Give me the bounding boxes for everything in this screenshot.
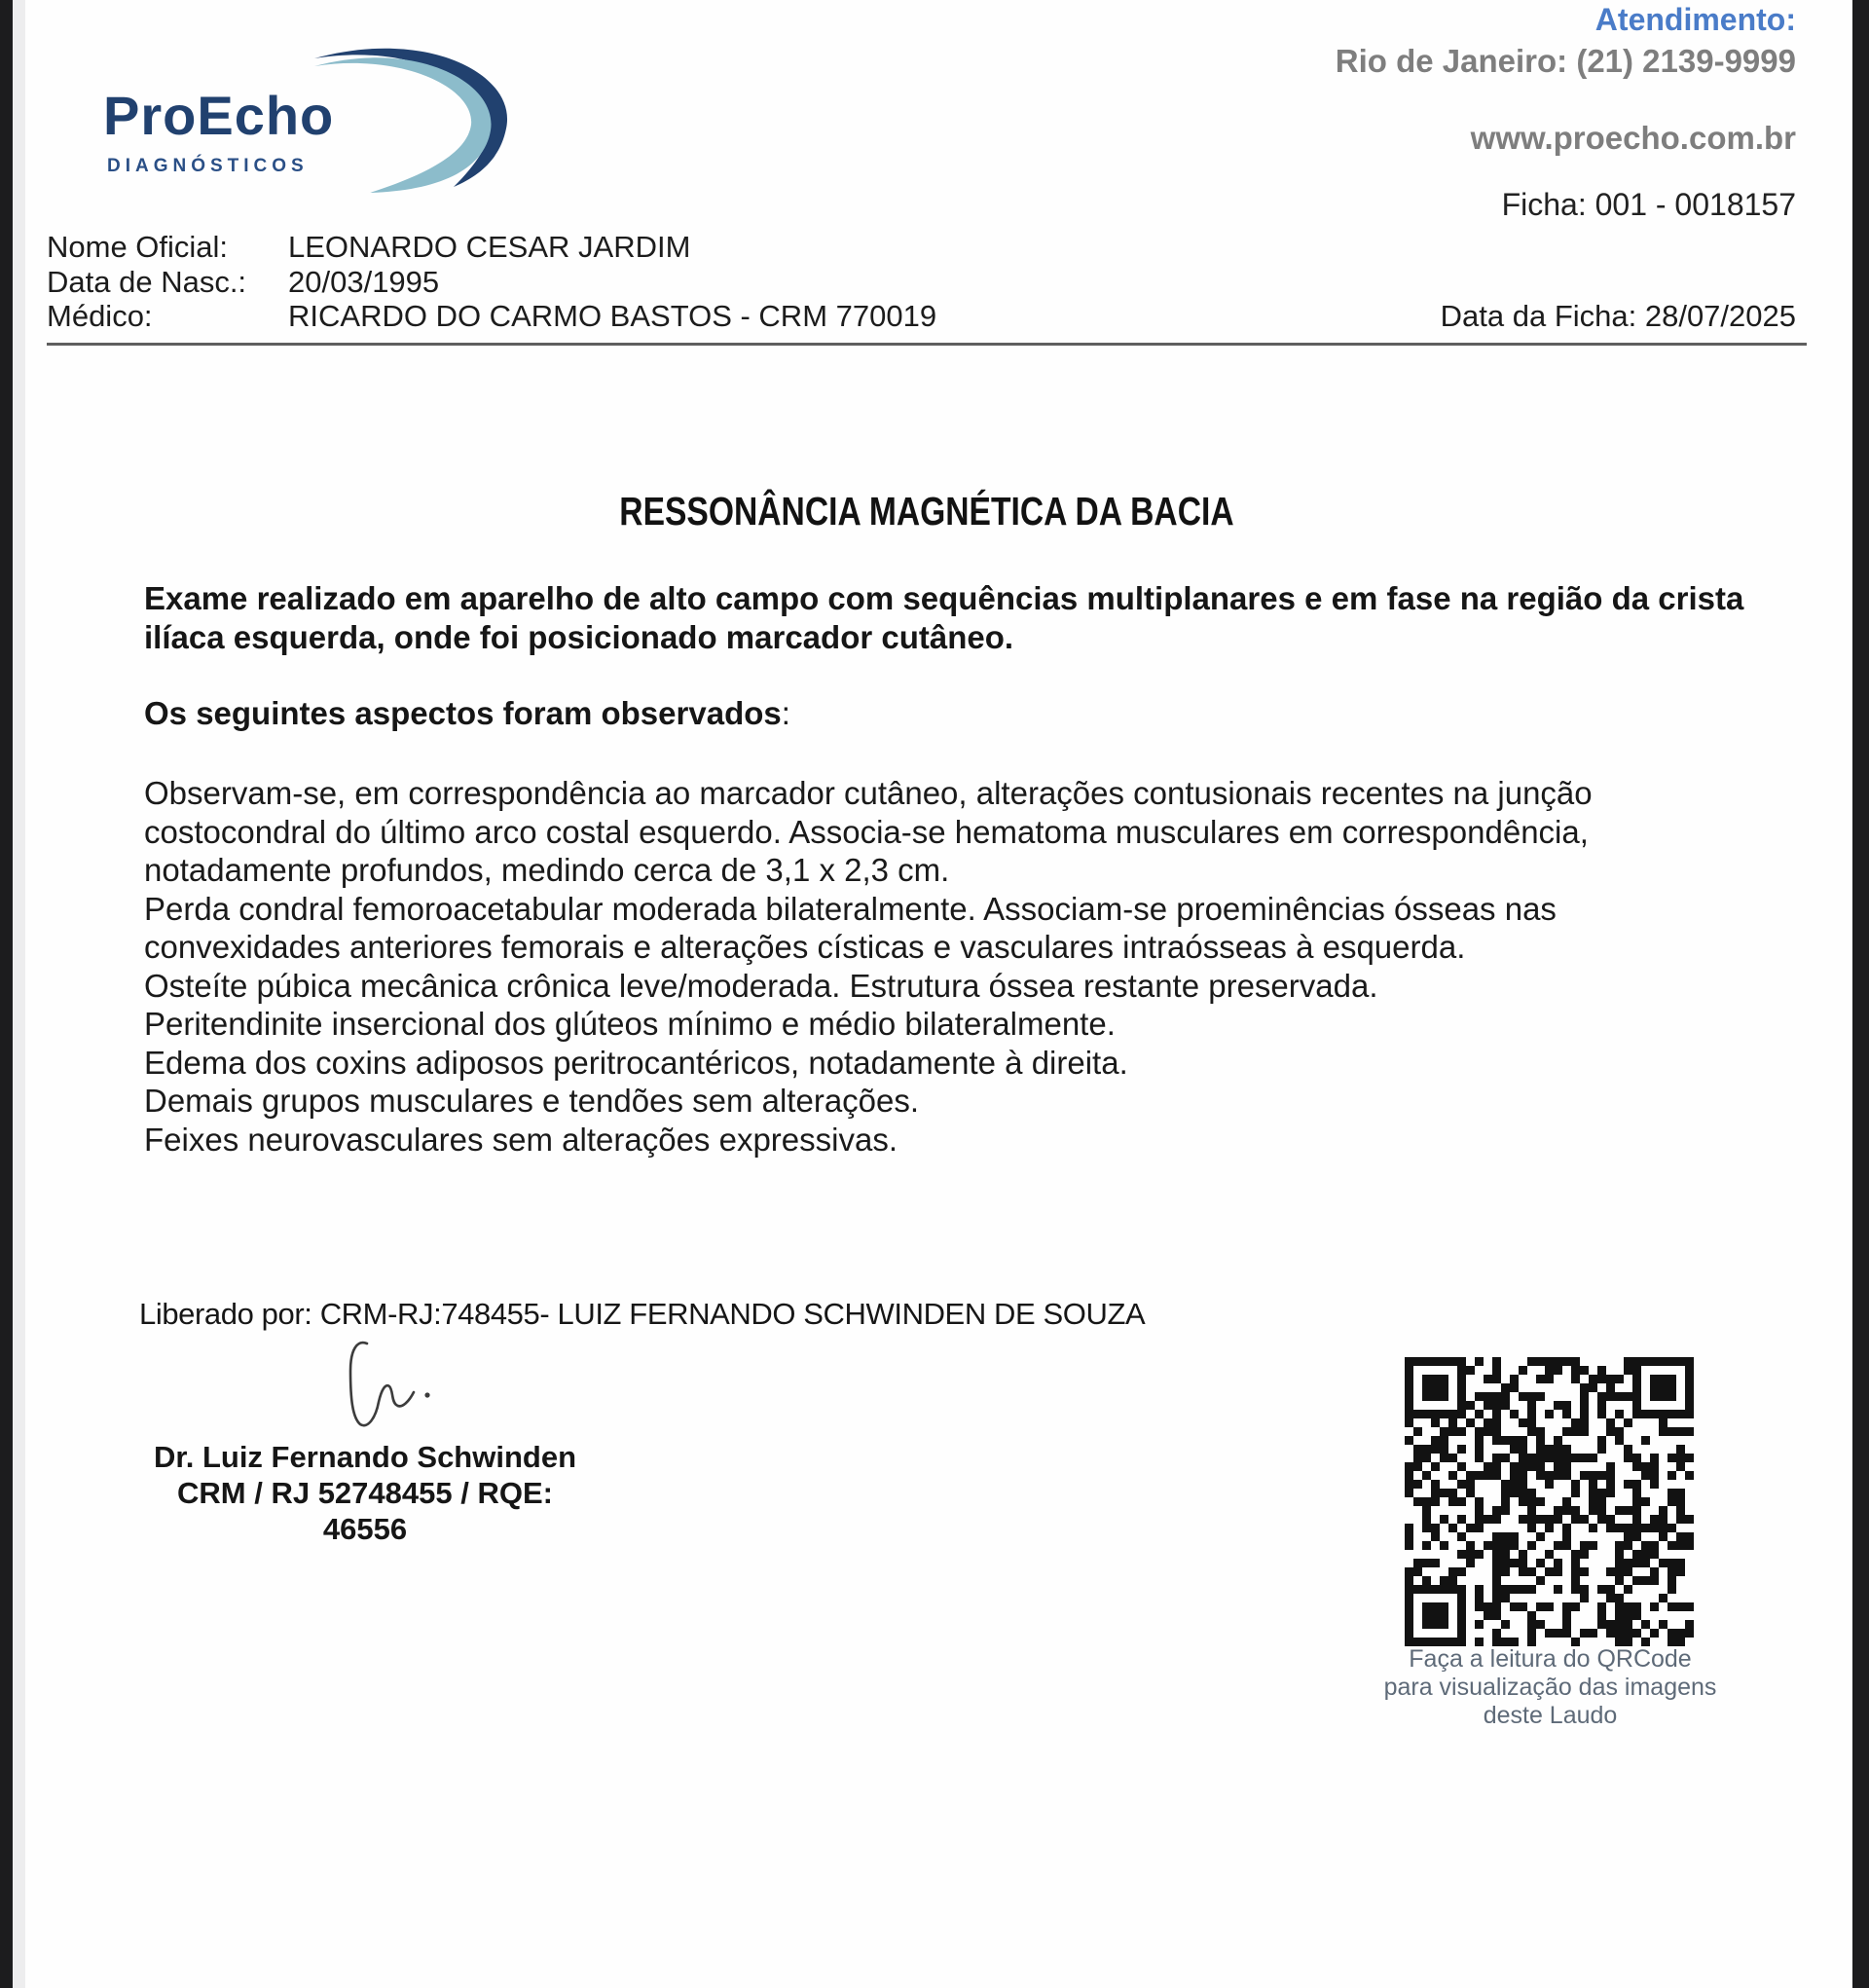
logo-swoosh-icon	[300, 37, 543, 198]
logo-wordmark: ProEcho	[103, 85, 335, 146]
released-by-line: Liberado por: CRM-RJ:748455- LUIZ FERNANDO SCHWINDEN DE SOUZA	[139, 1297, 1146, 1331]
doctor-name: Dr. Luiz Fernando Schwinden	[153, 1440, 577, 1474]
qr-code	[1405, 1357, 1694, 1646]
logo-tagline: DIAGNÓSTICOS	[107, 156, 309, 176]
patient-row-physician	[47, 299, 936, 334]
patient-row-name	[47, 230, 936, 265]
findings-heading-colon: :	[781, 695, 790, 731]
finding-paragraph: Feixes neurovasculares sem alterações expressivas.	[144, 1121, 898, 1158]
findings-heading	[144, 695, 790, 732]
patient-name-value: LEONARDO CESAR JARDIM	[288, 230, 691, 264]
doctor-registration: CRM / RJ 52748455 / RQE: 46556	[177, 1476, 553, 1546]
report-title-text: RESSONÂNCIA MAGNÉTICA DA BACIA	[619, 489, 1234, 534]
finding-paragraph: Observam-se, em correspondência ao marcador cutâneo, alterações contusionais recentes na junção costocondral do último arco costal esquerdo. Associa-se hematoma musculares em correspondência, notadamente profundos, medindo cerca de 3,1 x 2,3 cm.	[144, 775, 1593, 888]
patient-birthdate-value: 20/03/1995	[288, 264, 440, 299]
finding-paragraph: Osteíte púbica mecânica crônica leve/moderada. Estrutura óssea restante preservada.	[144, 967, 1378, 1004]
finding-paragraph: Edema dos coxins adiposos peritrocantéricos, notadamente à direita.	[144, 1044, 1128, 1081]
qr-caption-line: para visualização das imagens	[1383, 1674, 1717, 1701]
viewer-edge-left	[0, 0, 13, 1988]
record-number: Ficha: 001 - 0018157	[1501, 187, 1796, 222]
patient-info	[47, 230, 936, 334]
finding-paragraph: Demais grupos musculares e tendões sem alterações.	[144, 1083, 920, 1119]
finding-paragraph: Peritendinite insercional dos glúteos mínimo e médio bilateralmente.	[144, 1006, 1116, 1042]
signature-block	[136, 1439, 594, 1547]
patient-name-label: Nome Oficial:	[47, 230, 229, 264]
header-divider	[47, 343, 1807, 346]
qr-caption-line: deste Laudo	[1483, 1702, 1618, 1729]
viewer-edge-right	[1852, 0, 1869, 1988]
patient-physician-value: RICARDO DO CARMO BASTOS - CRM 770019	[288, 299, 937, 333]
attendance-phone: Rio de Janeiro: (21) 2139-9999	[1335, 43, 1796, 79]
exam-intro: Exame realizado em aparelho de alto campo com sequências multiplanares e em fase na região da crista ilíaca esquerda, onde foi posicionado marcador cutâneo.	[144, 580, 1744, 655]
proecho-logo	[95, 37, 446, 183]
qr-caption-line: Faça a leitura do QRCode	[1409, 1645, 1692, 1673]
report-title	[47, 489, 1807, 534]
attendance-label: Atendimento:	[1594, 2, 1796, 37]
qr-caption	[1348, 1645, 1752, 1730]
patient-row-birthdate	[47, 265, 936, 300]
finding-paragraph: Perda condral femoroacetabular moderada bilateralmente. Associam-se proeminências ósseas nas convexidades anteriores femorais e alterações císticas e vasculares intraósseas à esquerda.	[144, 890, 1557, 965]
findings-heading-text: Os seguintes aspectos foram observados	[144, 695, 782, 731]
signature-dot	[424, 1392, 429, 1397]
record-date: Data da Ficha: 28/07/2025	[1440, 299, 1796, 333]
patient-physician-label: Médico:	[47, 299, 153, 333]
findings-list	[144, 774, 1745, 1159]
patient-birthdate-label: Data de Nasc.:	[47, 264, 247, 299]
website-url: www.proecho.com.br	[1470, 120, 1796, 156]
doctor-signature-scribble	[307, 1340, 448, 1445]
viewer-gutter-left	[13, 0, 25, 1988]
